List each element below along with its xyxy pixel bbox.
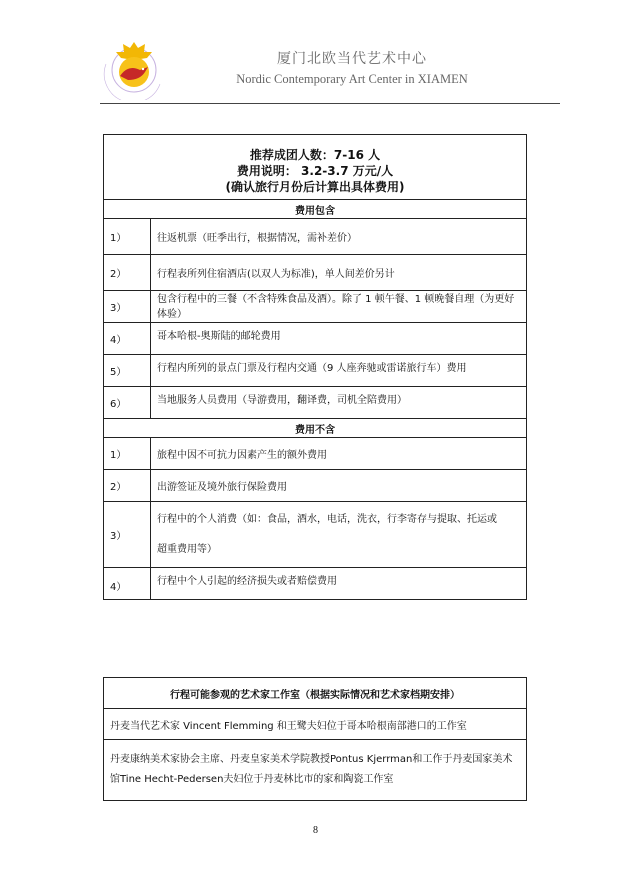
- row-number: 3）: [104, 291, 151, 323]
- row-text: 行程表所列住宿酒店(以双人为标准)，单人间差价另计: [151, 255, 527, 291]
- row-number: 4）: [104, 568, 151, 600]
- row-text: 当地服务人员费用（导游费用，翻译费，司机全陪费用）: [151, 387, 527, 419]
- row-text: 行程内所列的景点门票及行程内交通（9 人座奔驰或雷诺旅行车）费用: [151, 355, 527, 387]
- table-row: [104, 355, 527, 387]
- studios-header: 行程可能参观的艺术家工作室（根据实际情况和艺术家档期安排）: [104, 678, 527, 709]
- studio-row: 丹麦康纳美术家协会主席、丹麦皇家美术学院教授Pontus Kjerrman和工作于丹麦国家美术馆Tine Hecht-Pedersen夫妇位于丹麦林比市的家和陶瓷工作室: [104, 740, 527, 801]
- table-row: [104, 502, 527, 568]
- header-divider: [100, 103, 560, 104]
- row-text-line: 行程中的个人消费（如：食品，酒水，电话，洗衣，行李寄存与提取、托运或: [157, 513, 497, 525]
- price-note: (确认旅行月份后计算出具体费用): [225, 180, 405, 194]
- row-text: [151, 502, 527, 568]
- row-text: 旅程中因不可抗力因素产生的额外费用: [151, 438, 527, 470]
- row-text: 包含行程中的三餐（不含特殊食品及酒）。除了 1 顿午餐、1 顿晚餐自理（为更好体验）: [151, 291, 527, 323]
- table-row: [104, 438, 527, 470]
- bird-logo-icon: [100, 34, 176, 100]
- org-name-zh: 厦门北欧当代艺术中心: [277, 51, 427, 67]
- studio-visits-table: [103, 677, 527, 801]
- studio-row: 丹麦当代艺术家 Vincent Flemming 和王鹭夫妇位于哥本哈根南部港口的工作室: [104, 709, 527, 740]
- row-text: 出游签证及境外旅行保险费用: [151, 470, 527, 502]
- page-number: 8: [313, 825, 318, 836]
- row-number: 1）: [104, 438, 151, 470]
- included-header: 费用包含: [104, 200, 527, 219]
- table-row: [104, 291, 527, 323]
- row-text: 哥本哈根-奥斯陆的邮轮费用: [151, 323, 527, 355]
- pricing-table: [103, 134, 527, 600]
- letterhead: [100, 30, 560, 104]
- row-number: 6）: [104, 387, 151, 419]
- row-number: 4）: [104, 323, 151, 355]
- table-row: [104, 470, 527, 502]
- table-row: [104, 323, 527, 355]
- row-number: 5）: [104, 355, 151, 387]
- table-row: [104, 387, 527, 419]
- organization-name: [202, 48, 502, 87]
- pricing-title: [104, 135, 527, 200]
- row-number: 1）: [104, 219, 151, 255]
- row-number: 2）: [104, 255, 151, 291]
- excluded-header: 费用不含: [104, 419, 527, 438]
- row-number: 3）: [104, 502, 151, 568]
- table-row: [104, 568, 527, 600]
- row-number: 2）: [104, 470, 151, 502]
- price-range: 费用说明： 3.2-3.7 万元/人: [236, 164, 394, 178]
- row-text: 行程中个人引起的经济损失或者赔偿费用: [151, 568, 527, 600]
- row-text-line: 超重费用等）: [157, 543, 217, 555]
- org-name-en: Nordic Contemporary Art Center in XIAMEN: [236, 72, 468, 86]
- row-text: 往返机票（旺季出行，根据情况，需补差价）: [151, 219, 527, 255]
- table-row: [104, 255, 527, 291]
- group-size: 推荐成团人数：7-16 人: [249, 148, 381, 162]
- table-row: [104, 219, 527, 255]
